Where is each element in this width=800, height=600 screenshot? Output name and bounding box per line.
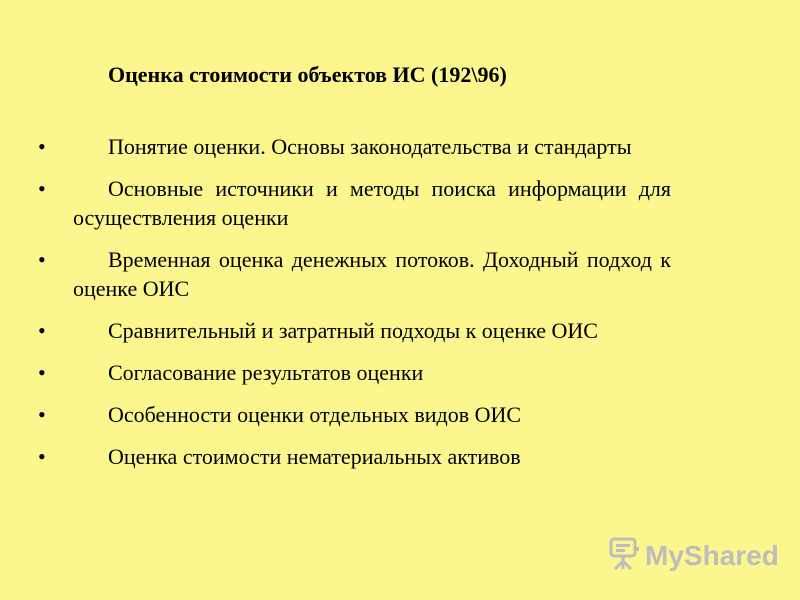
bullet-dot: • <box>38 176 46 201</box>
bullet-item-2 <box>38 174 671 232</box>
bullet-text: Сравнительный и затратный подходы к оценке ОИС <box>108 318 598 343</box>
bullet-item-7 <box>38 442 671 471</box>
slide-title: Оценка стоимости объектов ИС (192\96) <box>108 62 507 87</box>
bullet-text: Оценка стоимости нематериальных активов <box>108 444 521 469</box>
bullet-dot: • <box>38 444 46 469</box>
bullet-text: Временная оценка денежных потоков. Доходный подход к оценке ОИС <box>73 247 671 301</box>
bullet-list <box>38 132 671 484</box>
bullet-dot: • <box>38 318 46 343</box>
watermark-text: MyShared <box>645 540 779 571</box>
bullet-item-1 <box>38 132 671 161</box>
bullet-text: Понятие оценки. Основы законодательства и стандарты <box>108 134 632 159</box>
bullet-dot: • <box>38 247 46 272</box>
bullet-item-4 <box>38 316 671 345</box>
presentation-board-icon <box>609 537 641 576</box>
bullet-item-5 <box>38 358 671 387</box>
bullet-dot: • <box>38 134 46 159</box>
bullet-item-6 <box>38 400 671 429</box>
bullet-text: Согласование результатов оценки <box>108 360 424 385</box>
bullet-dot: • <box>38 402 46 427</box>
bullet-text: Особенности оценки отдельных видов ОИС <box>108 402 522 427</box>
bullet-item-3 <box>38 245 671 303</box>
bullet-text: Основные источники и методы поиска информации для осуществления оценки <box>73 176 671 230</box>
myshared-watermark <box>609 538 779 574</box>
bullet-dot: • <box>38 360 46 385</box>
